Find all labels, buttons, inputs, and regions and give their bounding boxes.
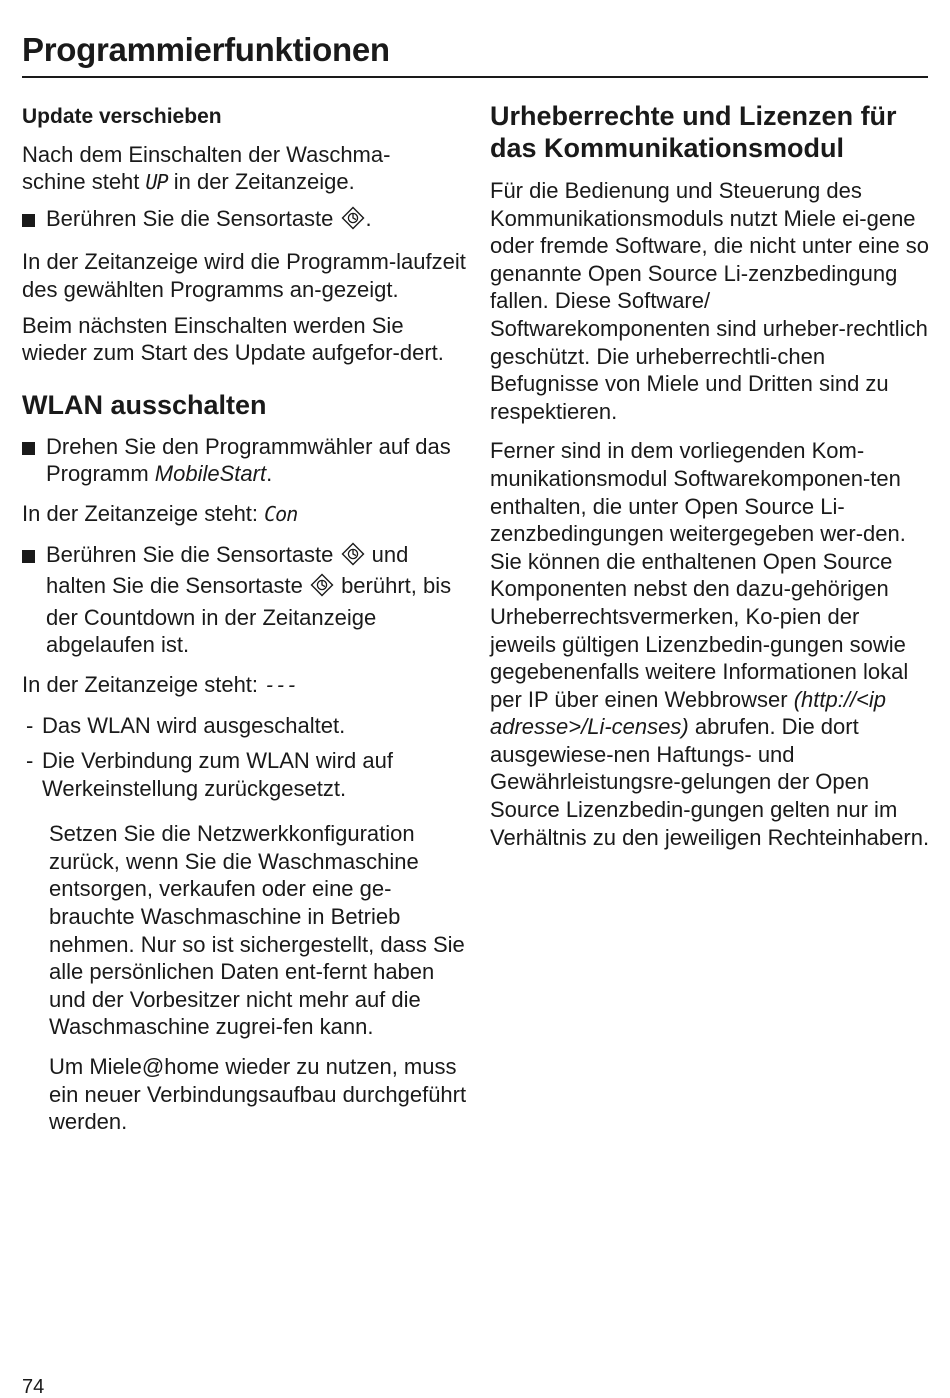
license-heading: Urheberrechte und Lizenzen für das Kommunikationsmodul [490, 101, 897, 163]
wlan-result-2: - Die Verbindung zum WLAN wird auf Werkeinstellung zurückgesetzt. [26, 748, 393, 801]
license-paragraph-1: Für die Bedienung und Steuerung des Kommunikationsmoduls nutzt Miele ei-gene oder fremde Software, die nicht unter eine so genannte Open Source Li-zenzbedingung fallen. Diese Software/ Softwarekomponenten sind urheber-rechtlich geschützt. Die urheberrechtli-chen Befugnisse von Miele und Dritten sind zu respektieren. [490, 178, 930, 424]
page-number: 74 [22, 1376, 45, 1398]
update-instruction: Berühren Sie die Sensortaste . [22, 205, 467, 237]
program-name: MobileStart [154, 461, 267, 487]
left-column [22, 100, 467, 1148]
wlan-note-block [22, 820, 467, 1136]
update-heading: Update verschieben [22, 105, 222, 128]
lcd-display-text: UP [145, 170, 168, 195]
update-paragraph-2: In der Zeitanzeige wird die Programm-laufzeit des gewählten Programms an-gezeigt. [22, 249, 466, 302]
wlan-display-con: In der Zeitanzeige steht: Con [22, 500, 298, 526]
start-key-icon [341, 542, 365, 573]
lcd-display-text: Con [264, 501, 298, 526]
dash-marker: - [26, 748, 34, 774]
bullet-square [22, 550, 35, 563]
header-rule [22, 76, 928, 78]
page-header [22, 30, 928, 70]
right-column [490, 100, 930, 859]
dash-marker: - [26, 712, 34, 738]
wlan-display-dashes: In der Zeitanzeige steht: --- [22, 671, 298, 697]
start-key-icon [341, 206, 365, 237]
license-url: (http://<ip adresse>/Li-censes) [490, 686, 887, 740]
lcd-display-text: --- [264, 672, 298, 697]
update-paragraph-3: Beim nächsten Einschalten werden Sie wieder zum Start des Update aufgefor-dert. [22, 312, 444, 366]
start-key-icon [310, 573, 334, 604]
bullet-square [22, 214, 35, 227]
bullet-square [22, 442, 35, 455]
wlan-instruction-1: Drehen Sie den Programmwähler auf das Programm MobileStart. [22, 433, 467, 488]
wlan-instruction-2: Berühren Sie die Sensortaste und halten Sie die Sensortaste berührt, bis der Countdown in der Zeitanzeige abgelaufen ist. [22, 541, 467, 659]
page-title: Programmierfunktionen [22, 31, 390, 68]
wlan-note-2: Um Miele@home wieder zu nutzen, muss ein neuer Verbindungsaufbau durchgeführt werden. [49, 1054, 467, 1135]
wlan-result-1: - Das WLAN wird ausgeschaltet. [26, 712, 346, 738]
license-paragraph-2: Ferner sind in dem vorliegenden Kom-munikationsmodul Softwarekomponen-ten enthalten, die unter Open Source Li-zenzbedingungen weitergegeben wer-den. Sie können die enthaltenen Open Source Komponenten nebst den dazu-gehörigen Urheberrechtsvermerken, Ko-pien der jeweils gültigen Lizenzbedin-gungen sowie gegebenenfalls weitere Informationen lokal per IP über einen Webbrowser (http://<ip adresse>/Li-censes) abrufen. Die dort ausgewiese-nen Haftungs- und Gewährleistungsre-gelungen der Open Source Lizenzbedin-gungen gelten nur im Verhältnis zu den jeweiligen Rechteinhabern. [490, 438, 930, 850]
update-paragraph-1: Nach dem Einschalten der Waschma- schine steht UP in der Zeitanzeige. [22, 141, 391, 195]
wlan-note-1: Setzen Sie die Netzwerkkonfiguration zurück, wenn Sie die Waschmaschine entsorgen, verkaufen oder eine ge-brauchte Waschmaschine in Betrieb nehmen. Nur so ist sichergestellt, dass Sie alle persönlichen Daten ent-fernt haben und der Vorbesitzer nicht mehr auf die Waschmaschine zugrei-fen kann. [49, 821, 465, 1040]
wlan-heading: WLAN ausschalten [22, 389, 267, 420]
